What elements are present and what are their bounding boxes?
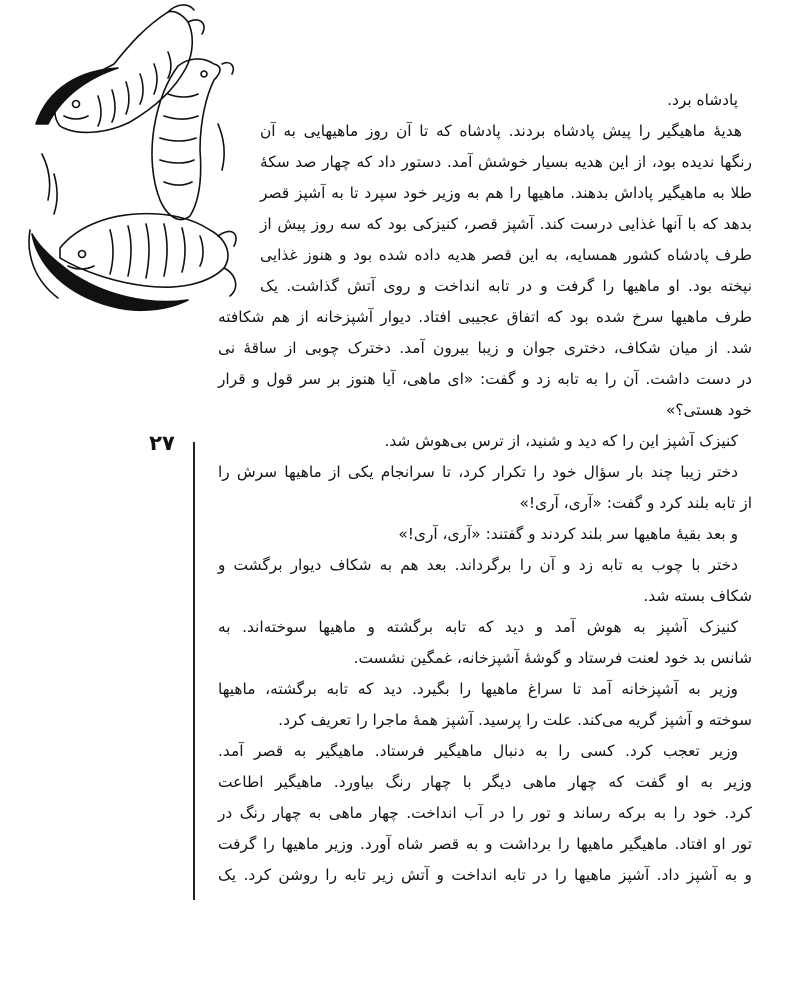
text-line: وزیر به آشپزخانه آمد تا سراغ ماهیها را بگیرد. دید که تابه برگشته، ماهیها xyxy=(218,680,738,698)
text-line: طرف پادشاه کشور همسایه، به این قصر هدیه داده شده بود و هنوز غذایی xyxy=(260,246,752,264)
text-line: و بعد بقیهٔ ماهیها سر بلند کردند و گفتند: «آری، آری!» xyxy=(398,525,738,543)
margin-divider xyxy=(193,442,195,900)
text-line: طلا به ماهیگیر پاداش بدهند. ماهیها را هم به وزیر خود سپرد تا به آشپز قصر xyxy=(260,184,752,202)
text-line: خود هستی؟» xyxy=(665,401,752,419)
page-number: ۲۷ xyxy=(149,431,175,455)
text-line: شکاف بسته شد. xyxy=(643,587,752,605)
text-line: شد. از میان شکاف، دختری جوان و زیبا بیرون آمد. دخترک چوبی از ساقهٔ نی xyxy=(218,339,752,357)
text-line: تور او افتاد. ماهیگیر ماهیها را برداشت و به قصر شاه آورد. وزیر ماهیها را گرفت xyxy=(218,835,752,853)
text-line: وزیر تعجب کرد. کسی را به دنبال ماهیگیر فرستاد. ماهیگیر به قصر آمد. xyxy=(218,742,738,760)
text-line: بدهد که با آنها غذایی درست کند. آشپز قصر، کنیزکی بود که سه روز پیش از xyxy=(260,215,752,233)
text-line: رنگها ندیده بود، از این هدیه بسیار خوشش آمد. دستور داد که چهار صد سکهٔ xyxy=(260,153,752,171)
text-line: دختر زیبا چند بار سؤال خود را تکرار کرد، تا سرانجام یکی از ماهیها سرش را xyxy=(218,463,738,481)
text-line: دختر با چوب به تابه زد و آن را برگرداند. بعد هم به شکاف دیوار برگشت و xyxy=(218,556,738,574)
fish-illustration-icon xyxy=(18,4,240,316)
text-line: کنیزک آشپز این را که دید و شنید، از ترس بی‌هوش شد. xyxy=(384,432,738,450)
text-line: نپخته بود. او ماهیها را گرفت و در تابه انداخت و روی آتش گذاشت. یک xyxy=(260,277,752,295)
text-line: طرف ماهیها سرخ شده بود که اتفاق عجیبی افتاد. دیوار آشپزخانه از هم شکافته xyxy=(218,308,752,326)
text-line: هدیهٔ ماهیگیر را پیش پادشاه بردند. پادشاه که تا آن روز ماهیهایی به آن xyxy=(260,122,742,140)
text-line: شانس بد خود لعنت فرستاد و گوشهٔ آشپزخانه، غمگین نشست. xyxy=(353,649,752,667)
text-line: از تابه بلند کرد و گفت: «آری، آری!» xyxy=(519,494,752,512)
text-line: وزیر به او گفت که چهار ماهی دیگر با چهار رنگ بیاورد. ماهیگیر اطاعت xyxy=(218,773,752,791)
text-line: پادشاه برد. xyxy=(667,91,738,109)
text-line: و به آشپز داد. آشپز ماهیها را در تابه انداخت و آتش زیر تابه را روشن کرد. یک xyxy=(218,866,752,884)
text-line: سوخته و آشپز گریه می‌کند. علت را پرسید. آشپز همهٔ ماجرا را تعریف کرد. xyxy=(278,711,752,729)
text-line: کنیزک آشپز به هوش آمد و دید که تابه برگشته و ماهیها سوخته‌اند. به xyxy=(218,618,738,636)
text-line: در دست داشت. آن را به تابه زد و گفت: «ای ماهی، آیا هنوز بر سر قول و قرار xyxy=(218,370,752,388)
text-line: کرد. خود را به برکه رساند و تور را در آب انداخت. چهار ماهی به چهار رنگ در xyxy=(218,804,752,822)
